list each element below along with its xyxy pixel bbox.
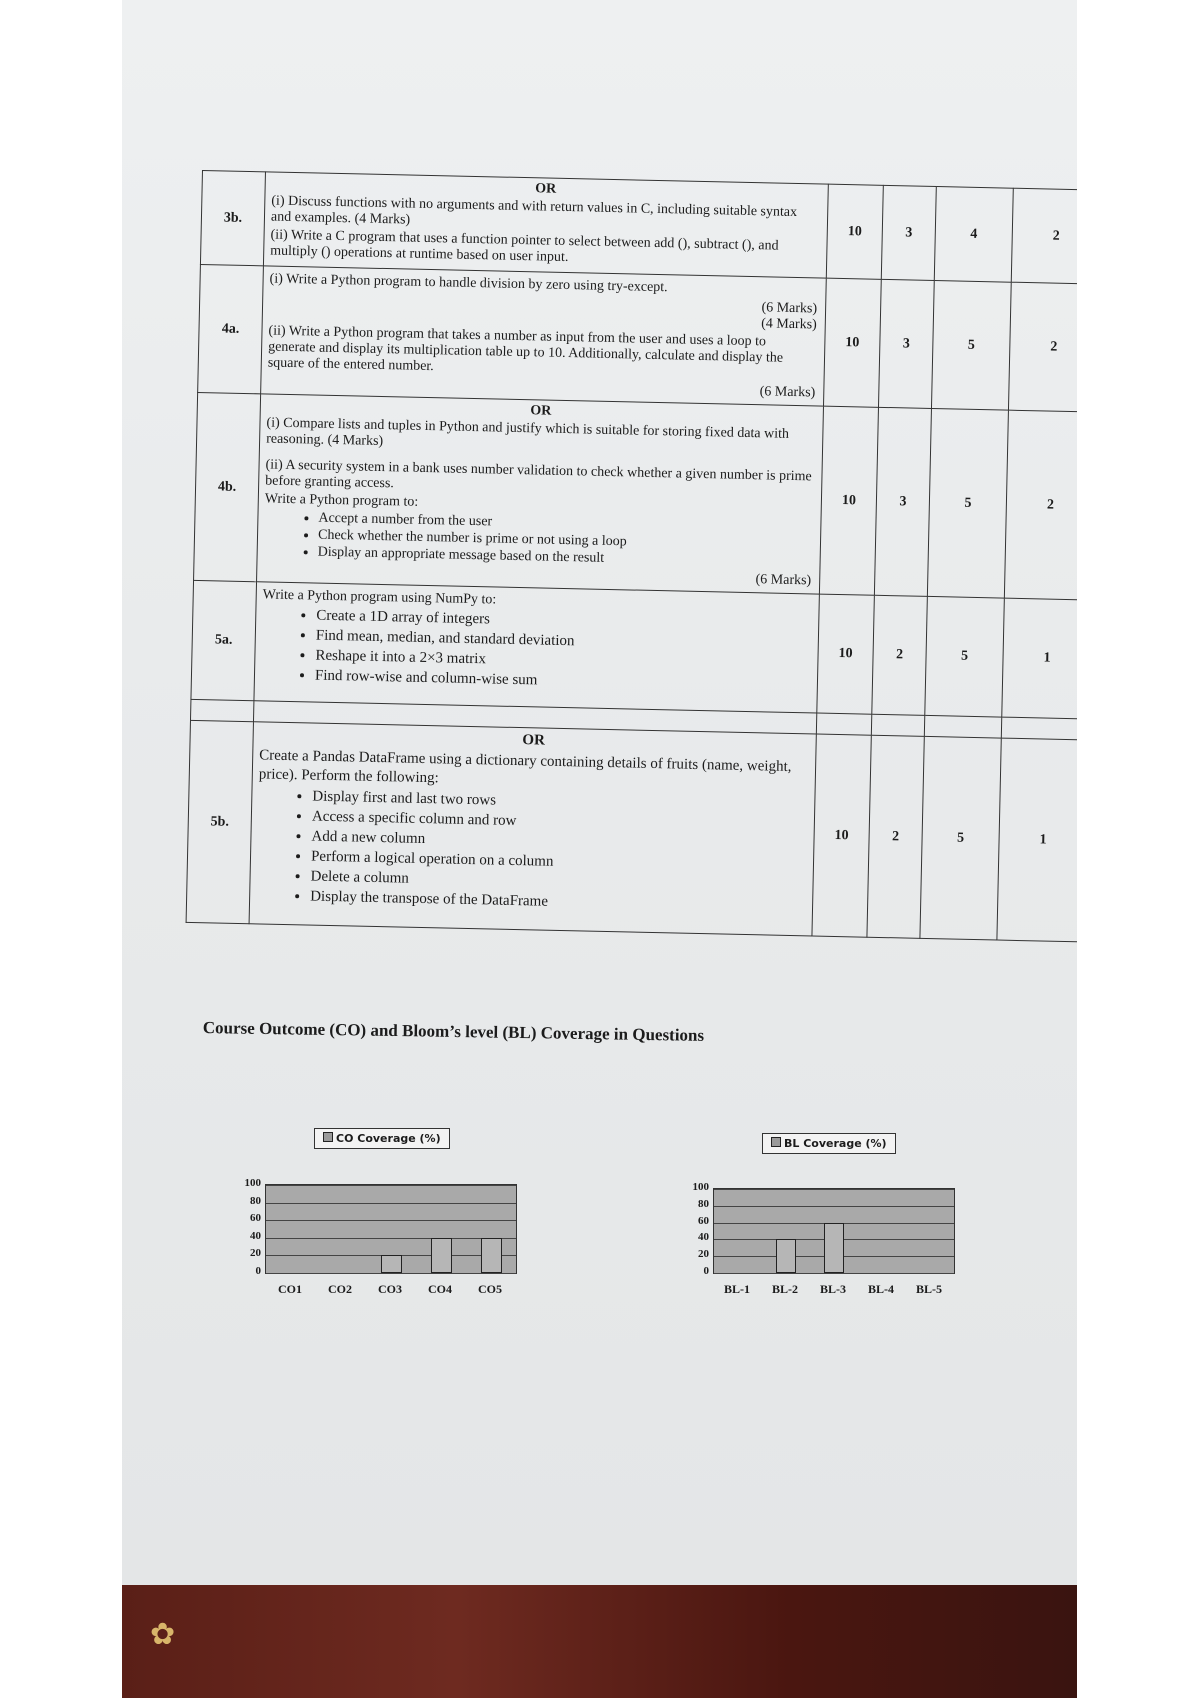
question-lead: Create a Pandas DataFrame using a dictionary containing details of fruits (name, weight, price). Perform the following: [258,747,792,787]
marks-cell: 10 [817,594,875,714]
bar-co3 [381,1255,402,1273]
list-item: • Display the transpose of the DataFrame [310,888,804,918]
co-cell: 2 [872,595,928,715]
bar-co5 [481,1238,502,1273]
question-part: (i) Compare lists and tuples in Python and justify which is suitable for storing fixed data with reasoning. (4 Marks) [265,415,790,450]
question-text [263,172,828,278]
y-tick-label: 80 [250,1194,261,1207]
gridline [266,1238,516,1239]
list-item: • Add a new column [311,828,805,858]
question-lead: Write a Python program to: [264,491,419,510]
list-item: • Display first and last two rows [312,788,806,818]
legend-label: CO Coverage (%) [336,1132,441,1145]
po-cell: 1 [997,738,1077,942]
y-tick-label: 0 [703,1265,709,1277]
y-tick-label: 100 [244,1177,261,1189]
question-number: 4a. [198,264,264,393]
list-item: • Reshape it into a 2×3 matrix [315,647,809,677]
po-cell: 2 [1011,188,1077,284]
question-part: (i) Discuss functions with no arguments and with return values in C, including suitable syntax and examples. (4 Marks) [270,193,798,228]
list-item: • Create a 1D array of integers [316,607,810,637]
bar-bl-3 [824,1223,844,1273]
question-part: (ii) A security system in a bank uses number validation to check whether a given number is prime before granting access. [265,457,812,492]
table-row [194,392,1077,600]
y-tick-label: 60 [698,1214,709,1227]
x-tick-label: BL-2 [771,1282,798,1296]
co-cell: 3 [874,407,931,596]
y-tick-label: 40 [698,1231,709,1244]
question-part: (ii) Write a C program that uses a function pointer to select between add (), subtract (), and multiply () operations at runtime based on user input. [270,227,779,266]
bl-coverage-chart [680,1128,980,1318]
question-number: 5b. [186,720,253,923]
x-tick-label: BL-3 [819,1282,846,1296]
gridline [266,1273,516,1274]
question-number: 5a. [191,580,257,700]
table-row [186,720,1077,942]
part-marks: (4 Marks) [761,316,817,333]
question-text [254,582,819,713]
gridline [714,1189,954,1190]
y-tick-label: 0 [255,1265,261,1277]
marks-cell: 10 [819,406,878,595]
part-marks: (6 Marks) [761,300,818,317]
chart-legend [762,1133,896,1154]
y-tick-label: 40 [250,1229,261,1242]
question-table [186,170,1077,942]
marks-cell: 10 [826,184,883,279]
decorative-flower-icon: ✿ [150,1618,176,1651]
y-tick-label: 60 [250,1212,261,1225]
co-cell: 2 [867,735,924,938]
plot-area [713,1188,955,1274]
list-item: • Perform a logical operation on a column [311,848,805,878]
gridline [714,1273,954,1274]
po-cell: 1 [1002,598,1077,719]
coverage-title: Course Outcome (CO) and Bloom’s level (BL) Coverage in Questions [202,1018,705,1045]
x-tick-label: CO1 [278,1282,302,1296]
question-part: (i) Write a Python program to handle division by zero using try-except. [269,271,668,296]
list-item: • Delete a column [310,868,804,898]
bl-cell: 4 [934,187,1013,283]
bl-cell: 5 [931,281,1011,411]
bullet-list [302,510,813,571]
x-tick-label: CO5 [478,1282,502,1296]
part-marks: (6 Marks) [755,572,812,589]
table-row [198,264,1077,412]
bl-cell: 5 [920,736,1001,940]
marks-cell: 10 [823,278,881,407]
question-number: 3b. [200,171,265,266]
x-tick-label: CO4 [428,1282,452,1296]
or-label: OR [522,732,546,749]
x-tick-label: BL-5 [915,1282,942,1296]
table-row [191,580,1077,719]
gridline [266,1185,516,1186]
part-marks: (6 Marks) [759,384,816,401]
empty-cell [924,715,1001,738]
y-tick-label: 80 [698,1197,709,1210]
list-item: • Display an appropriate message based on the result [318,545,812,572]
chart-legend [314,1128,450,1149]
bl-cell: 5 [927,408,1008,598]
gridline [714,1206,954,1207]
empty-cell [1001,717,1077,740]
empty-cell [816,713,871,735]
x-tick-label: CO2 [328,1282,352,1296]
question-text [249,722,816,936]
list-item: • Accept a number from the user [318,511,812,538]
legend-swatch [323,1132,333,1142]
x-tick-label: BL-4 [867,1282,894,1296]
y-tick-label: 100 [692,1181,709,1193]
co-cell: 3 [881,185,936,280]
list-item: • Check whether the number is prime or not using a loop [318,528,812,555]
exam-paper [122,0,1077,1585]
y-tick-label: 20 [698,1248,709,1261]
gridline [266,1203,516,1204]
co-coverage-chart [230,1120,530,1310]
marks-cell: 10 [812,734,871,937]
y-tick-label: 20 [250,1247,261,1260]
bl-cell: 5 [925,596,1005,717]
plot-area [265,1184,517,1274]
bullet-list [294,787,806,917]
background-surface [122,1585,1077,1698]
question-table-wrap [186,170,1077,942]
po-cell: 2 [1004,410,1077,600]
question-text [261,266,827,406]
x-tick-label: BL-1 [723,1282,750,1296]
or-label: OR [535,181,557,197]
question-number: 4b. [194,392,261,581]
x-tick-label: CO3 [378,1282,402,1296]
list-item: • Find row-wise and column-wise sum [315,667,809,697]
co-cell: 3 [878,279,934,408]
legend-label: BL Coverage (%) [784,1137,887,1150]
list-item: • Access a specific column and row [312,808,806,838]
empty-cell [871,714,924,736]
gridline [266,1220,516,1221]
legend-swatch [771,1137,781,1147]
bar-co4 [431,1238,452,1273]
list-item: • Find mean, median, and standard deviation [316,627,810,657]
bullet-list [299,606,811,696]
or-label: OR [530,403,552,419]
po-cell: 2 [1008,282,1077,412]
question-part: (ii) Write a Python program that takes a number as input from the user and uses a loop to generate and display its multiplication table up to 10. Additionally, calculate and display the square of the entered number. [267,323,784,375]
empty-cell [190,699,253,721]
question-lead: Write a Python program using NumPy to: [262,587,497,608]
bar-bl-2 [776,1239,796,1273]
question-text [257,394,824,594]
